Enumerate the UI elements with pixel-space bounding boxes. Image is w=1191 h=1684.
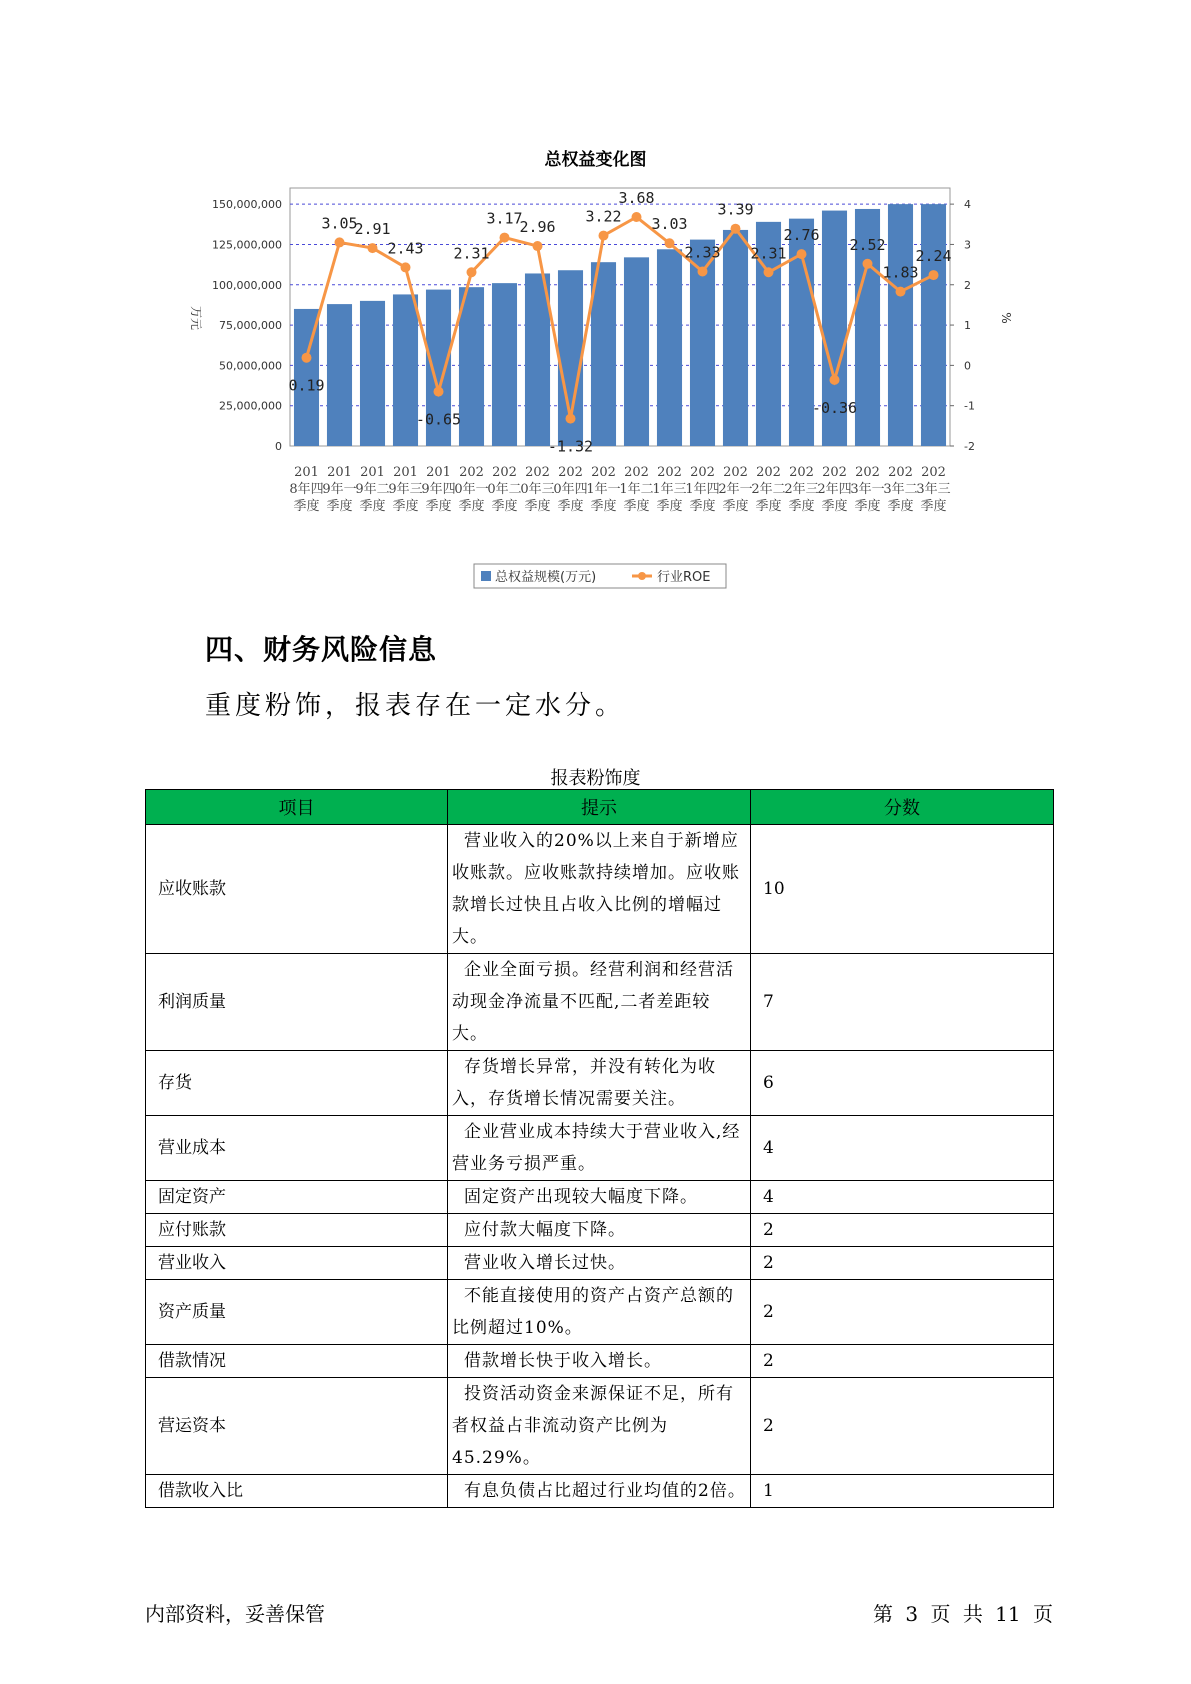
bar (624, 257, 649, 446)
row-hint: 固定资产出现较大幅度下降。 (448, 1181, 751, 1214)
left-tick-label: 50,000,000 (219, 359, 282, 373)
roe-point (731, 224, 741, 234)
right-tick-label: 0 (964, 359, 971, 373)
left-tick-label: 150,000,000 (212, 198, 282, 212)
roe-data-label: 3.68 (618, 189, 655, 208)
row-hint: 企业全面亏损。经营利润和经营活动现金净流量不匹配,二者差距较大。 (448, 954, 751, 1051)
roe-point (929, 270, 939, 280)
bar (492, 283, 517, 446)
right-tick-label: -1 (964, 399, 975, 413)
row-item: 营业收入 (146, 1247, 448, 1280)
roe-data-label: 3.22 (585, 207, 622, 226)
roe-data-label: 2.31 (453, 244, 490, 263)
table-caption: 报表粉饰度 (550, 768, 641, 789)
row-hint: 应付款大幅度下降。 (448, 1214, 751, 1247)
row-score: 2 (751, 1345, 1054, 1378)
roe-data-label: 2.52 (849, 235, 886, 254)
row-score: 2 (751, 1214, 1054, 1247)
table-row (146, 1051, 1054, 1116)
x-tick-label: 202 2年三季度 (784, 465, 819, 514)
roe-data-label: 2.33 (684, 243, 721, 262)
equity-roe-chart (0, 0, 1191, 600)
left-tick-label: 75,000,000 (219, 319, 282, 333)
roe-point (896, 287, 906, 297)
roe-point (698, 266, 708, 276)
right-tick-label: 3 (964, 238, 971, 252)
roe-data-label: 2.31 (750, 244, 787, 263)
left-tick-label: 100,000,000 (212, 278, 282, 292)
roe-data-label: -1.32 (547, 437, 594, 456)
roe-point (434, 387, 444, 397)
bar (888, 204, 913, 446)
x-tick-label: 202 1年三季度 (652, 465, 687, 514)
x-tick-label: 202 3年一季度 (850, 465, 885, 514)
table-row (146, 1475, 1054, 1508)
table-row (146, 1214, 1054, 1247)
bar (393, 294, 418, 446)
roe-point (797, 249, 807, 259)
row-hint: 营业收入的20%以上来自于新增应收账款。应收账款持续增加。应收账款增长过快且占收入比例的增幅过大。 (448, 825, 751, 954)
row-score: 2 (751, 1247, 1054, 1280)
row-hint: 有息负债占比超过行业均值的2倍。 (448, 1475, 751, 1508)
row-item: 应收账款 (146, 825, 448, 954)
table-row (146, 1280, 1054, 1345)
x-tick-label: 202 3年三季度 (916, 465, 951, 514)
table-row (146, 954, 1054, 1051)
row-item: 存货 (146, 1051, 448, 1116)
roe-point (599, 231, 609, 241)
row-item: 固定资产 (146, 1181, 448, 1214)
x-tick-label: 202 2年四季度 (817, 465, 852, 514)
right-axis-title: % (999, 312, 1013, 324)
roe-data-label: 2.76 (783, 226, 820, 245)
row-item: 营业成本 (146, 1116, 448, 1181)
row-hint: 不能直接使用的资产占资产总额的比例超过10%。 (448, 1280, 751, 1345)
roe-data-label: 3.17 (486, 209, 523, 228)
roe-data-label: -0.36 (811, 398, 858, 417)
table-row (146, 825, 1054, 954)
table-row (146, 1345, 1054, 1378)
roe-point (302, 353, 312, 363)
row-score: 4 (751, 1181, 1054, 1214)
risk-summary: 重度粉饰，报表存在一定水分。 (205, 691, 626, 721)
row-score: 4 (751, 1116, 1054, 1181)
x-tick-label: 202 3年二季度 (883, 465, 918, 514)
x-tick-label: 202 0年三季度 (520, 465, 555, 514)
row-score: 2 (751, 1378, 1054, 1475)
section-heading: 四、财务风险信息 (205, 633, 438, 666)
left-tick-label: 0 (275, 440, 282, 453)
row-score: 7 (751, 954, 1054, 1051)
header-hint: 提示 (448, 790, 751, 825)
x-tick-label: 201 9年一季度 (322, 465, 357, 514)
row-hint: 营业收入增长过快。 (448, 1247, 751, 1280)
row-item: 借款情况 (146, 1345, 448, 1378)
row-item: 应付账款 (146, 1214, 448, 1247)
x-tick-label: 202 0年二季度 (487, 465, 522, 514)
header-score: 分数 (751, 790, 1054, 825)
roe-point (632, 212, 642, 222)
row-item: 借款收入比 (146, 1475, 448, 1508)
roe-point (533, 241, 543, 251)
x-tick-label: 202 0年一季度 (454, 465, 489, 514)
table-row (146, 1181, 1054, 1214)
bar (657, 249, 682, 446)
footer-confidential: 内部资料，妥善保管 (145, 1602, 325, 1626)
roe-point (830, 375, 840, 385)
row-hint: 企业营业成本持续大于营业收入,经营业务亏损严重。 (448, 1116, 751, 1181)
header-item: 项目 (146, 790, 448, 825)
row-hint: 投资活动资金来源保证不足，所有者权益占非流动资产比例为45.29%。 (448, 1378, 751, 1475)
footer-page-number: 第 3 页 共 11 页 (873, 1602, 1053, 1626)
roe-data-label: 2.24 (915, 247, 952, 266)
roe-point (401, 262, 411, 272)
bar (723, 230, 748, 446)
left-tick-label: 25,000,000 (219, 399, 282, 413)
x-tick-label: 202 1年四季度 (685, 465, 720, 514)
x-tick-label: 201 9年四季度 (421, 465, 456, 514)
x-tick-label: 201 9年三季度 (388, 465, 423, 514)
roe-data-label: 0.19 (288, 376, 325, 395)
roe-data-label: 2.43 (387, 239, 424, 258)
right-tick-label: 1 (964, 319, 971, 333)
table-row (146, 1378, 1054, 1475)
roe-data-label: 3.39 (717, 200, 754, 219)
row-score: 6 (751, 1051, 1054, 1116)
roe-data-label: 3.03 (651, 215, 688, 234)
x-tick-label: 202 2年一季度 (718, 465, 753, 514)
legend-line-marker (638, 572, 646, 580)
row-item: 营运资本 (146, 1378, 448, 1475)
right-tick-label: -2 (964, 440, 975, 453)
roe-point (368, 243, 378, 253)
x-tick-label: 201 9年二季度 (355, 465, 390, 514)
bar (360, 301, 385, 446)
row-hint: 存货增长异常，并没有转化为收入，存货增长情况需要关注。 (448, 1051, 751, 1116)
roe-point (500, 233, 510, 243)
left-tick-label: 125,000,000 (212, 238, 282, 252)
chart-title: 总权益变化图 (544, 150, 647, 170)
x-tick-label: 202 1年二季度 (619, 465, 654, 514)
x-tick-label: 202 0年四季度 (553, 465, 588, 514)
roe-point (863, 259, 873, 269)
roe-data-label: 2.96 (519, 218, 556, 237)
roe-data-label: -0.65 (415, 410, 462, 429)
row-score: 10 (751, 825, 1054, 954)
roe-point (335, 237, 345, 247)
roe-data-label: 1.83 (882, 263, 919, 282)
bar (921, 204, 946, 446)
row-score: 1 (751, 1475, 1054, 1508)
table-row (146, 1116, 1054, 1181)
legend-bar-label: 总权益规模(万元) (495, 570, 597, 585)
right-tick-label: 2 (964, 278, 971, 292)
bar (459, 287, 484, 446)
roe-point (665, 238, 675, 248)
table-header-row (146, 790, 1054, 825)
left-axis-title: 万元 (189, 305, 203, 331)
bar (327, 304, 352, 446)
roe-data-label: 3.05 (321, 214, 358, 233)
x-tick-label: 202 1年一季度 (586, 465, 621, 514)
roe-point (764, 267, 774, 277)
row-score: 2 (751, 1280, 1054, 1345)
legend-line-label: 行业ROE (657, 570, 711, 585)
x-tick-label: 202 2年二季度 (751, 465, 786, 514)
roe-point (566, 414, 576, 424)
roe-point (467, 267, 477, 277)
row-item: 资产质量 (146, 1280, 448, 1345)
row-hint: 借款增长快于收入增长。 (448, 1345, 751, 1378)
right-tick-label: 4 (964, 198, 971, 212)
roe-data-label: 2.91 (354, 220, 391, 239)
table-row (146, 1247, 1054, 1280)
x-tick-label: 201 8年四季度 (289, 465, 324, 514)
risk-table (145, 789, 1054, 1508)
row-item: 利润质量 (146, 954, 448, 1051)
legend-bar-swatch (481, 571, 491, 581)
